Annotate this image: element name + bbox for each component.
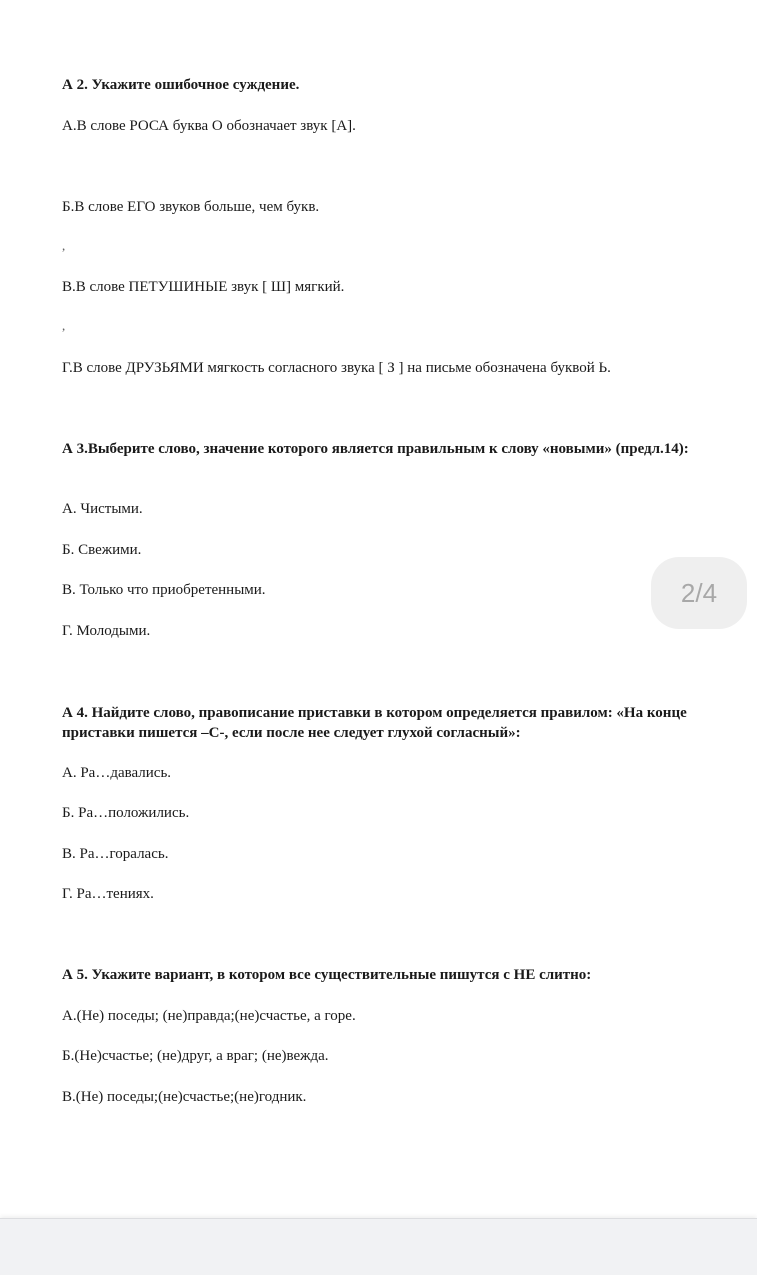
- page-indicator: 2/4: [651, 557, 747, 629]
- question-a4-option-b: Б. Ра…положились.: [62, 805, 190, 821]
- question-a4-option-g: Г. Ра…тениях.: [62, 886, 154, 902]
- bottom-bar: [0, 1218, 757, 1275]
- question-a4-title: А 4. Найдите слово, правописание приставки в котором определяется правилом: «На конце приставки пишется –С-, если после нее следует глухой согласный»:: [62, 705, 687, 741]
- question-a2-option-v: В.В слове ПЕТУШИНЫЕ звук [ Ш] мягкий.: [62, 279, 345, 295]
- question-a4-option-a: А. Ра…давались.: [62, 765, 172, 781]
- question-a2-title: А 2. Укажите ошибочное суждение.: [62, 77, 300, 93]
- question-a5-option-a: А.(Не) поседы; (не)правда;(не)счастье, а горе.: [62, 1008, 356, 1024]
- question-a2-option-g: Г.В слове ДРУЗЬЯМИ мягкость согласного звука [ З ] на письме обозначена буквой Ь.: [62, 360, 611, 376]
- question-a3-option-g: Г. Молодыми.: [62, 623, 151, 639]
- question-a3-title: А 3.Выберите слово, значение которого является правильным к слову «новыми» (предл.14):: [62, 441, 689, 457]
- question-a5-option-v: В.(Не) поседы;(не)счастье;(не)годник.: [62, 1089, 307, 1105]
- question-a3-option-v: В. Только что приобретенными.: [62, 582, 266, 598]
- question-a3-option-b: Б. Свежими.: [62, 542, 142, 558]
- stray-comma: ,: [62, 238, 66, 253]
- question-a2-option-a: А.В слове РОСА буква О обозначает звук [А].: [62, 118, 356, 134]
- stray-comma: ,: [62, 318, 66, 333]
- question-a5-title: А 5. Укажите вариант, в котором все существительные пишутся с НЕ слитно:: [62, 967, 592, 983]
- question-a4-option-v: В. Ра…горалась.: [62, 846, 169, 862]
- question-a2-option-b: Б.В слове ЕГО звуков больше, чем букв.: [62, 199, 320, 215]
- question-a5-option-b: Б.(Не)счастье; (не)друг, а враг; (не)вежда.: [62, 1048, 329, 1064]
- question-a3-option-a: А. Чистыми.: [62, 501, 143, 517]
